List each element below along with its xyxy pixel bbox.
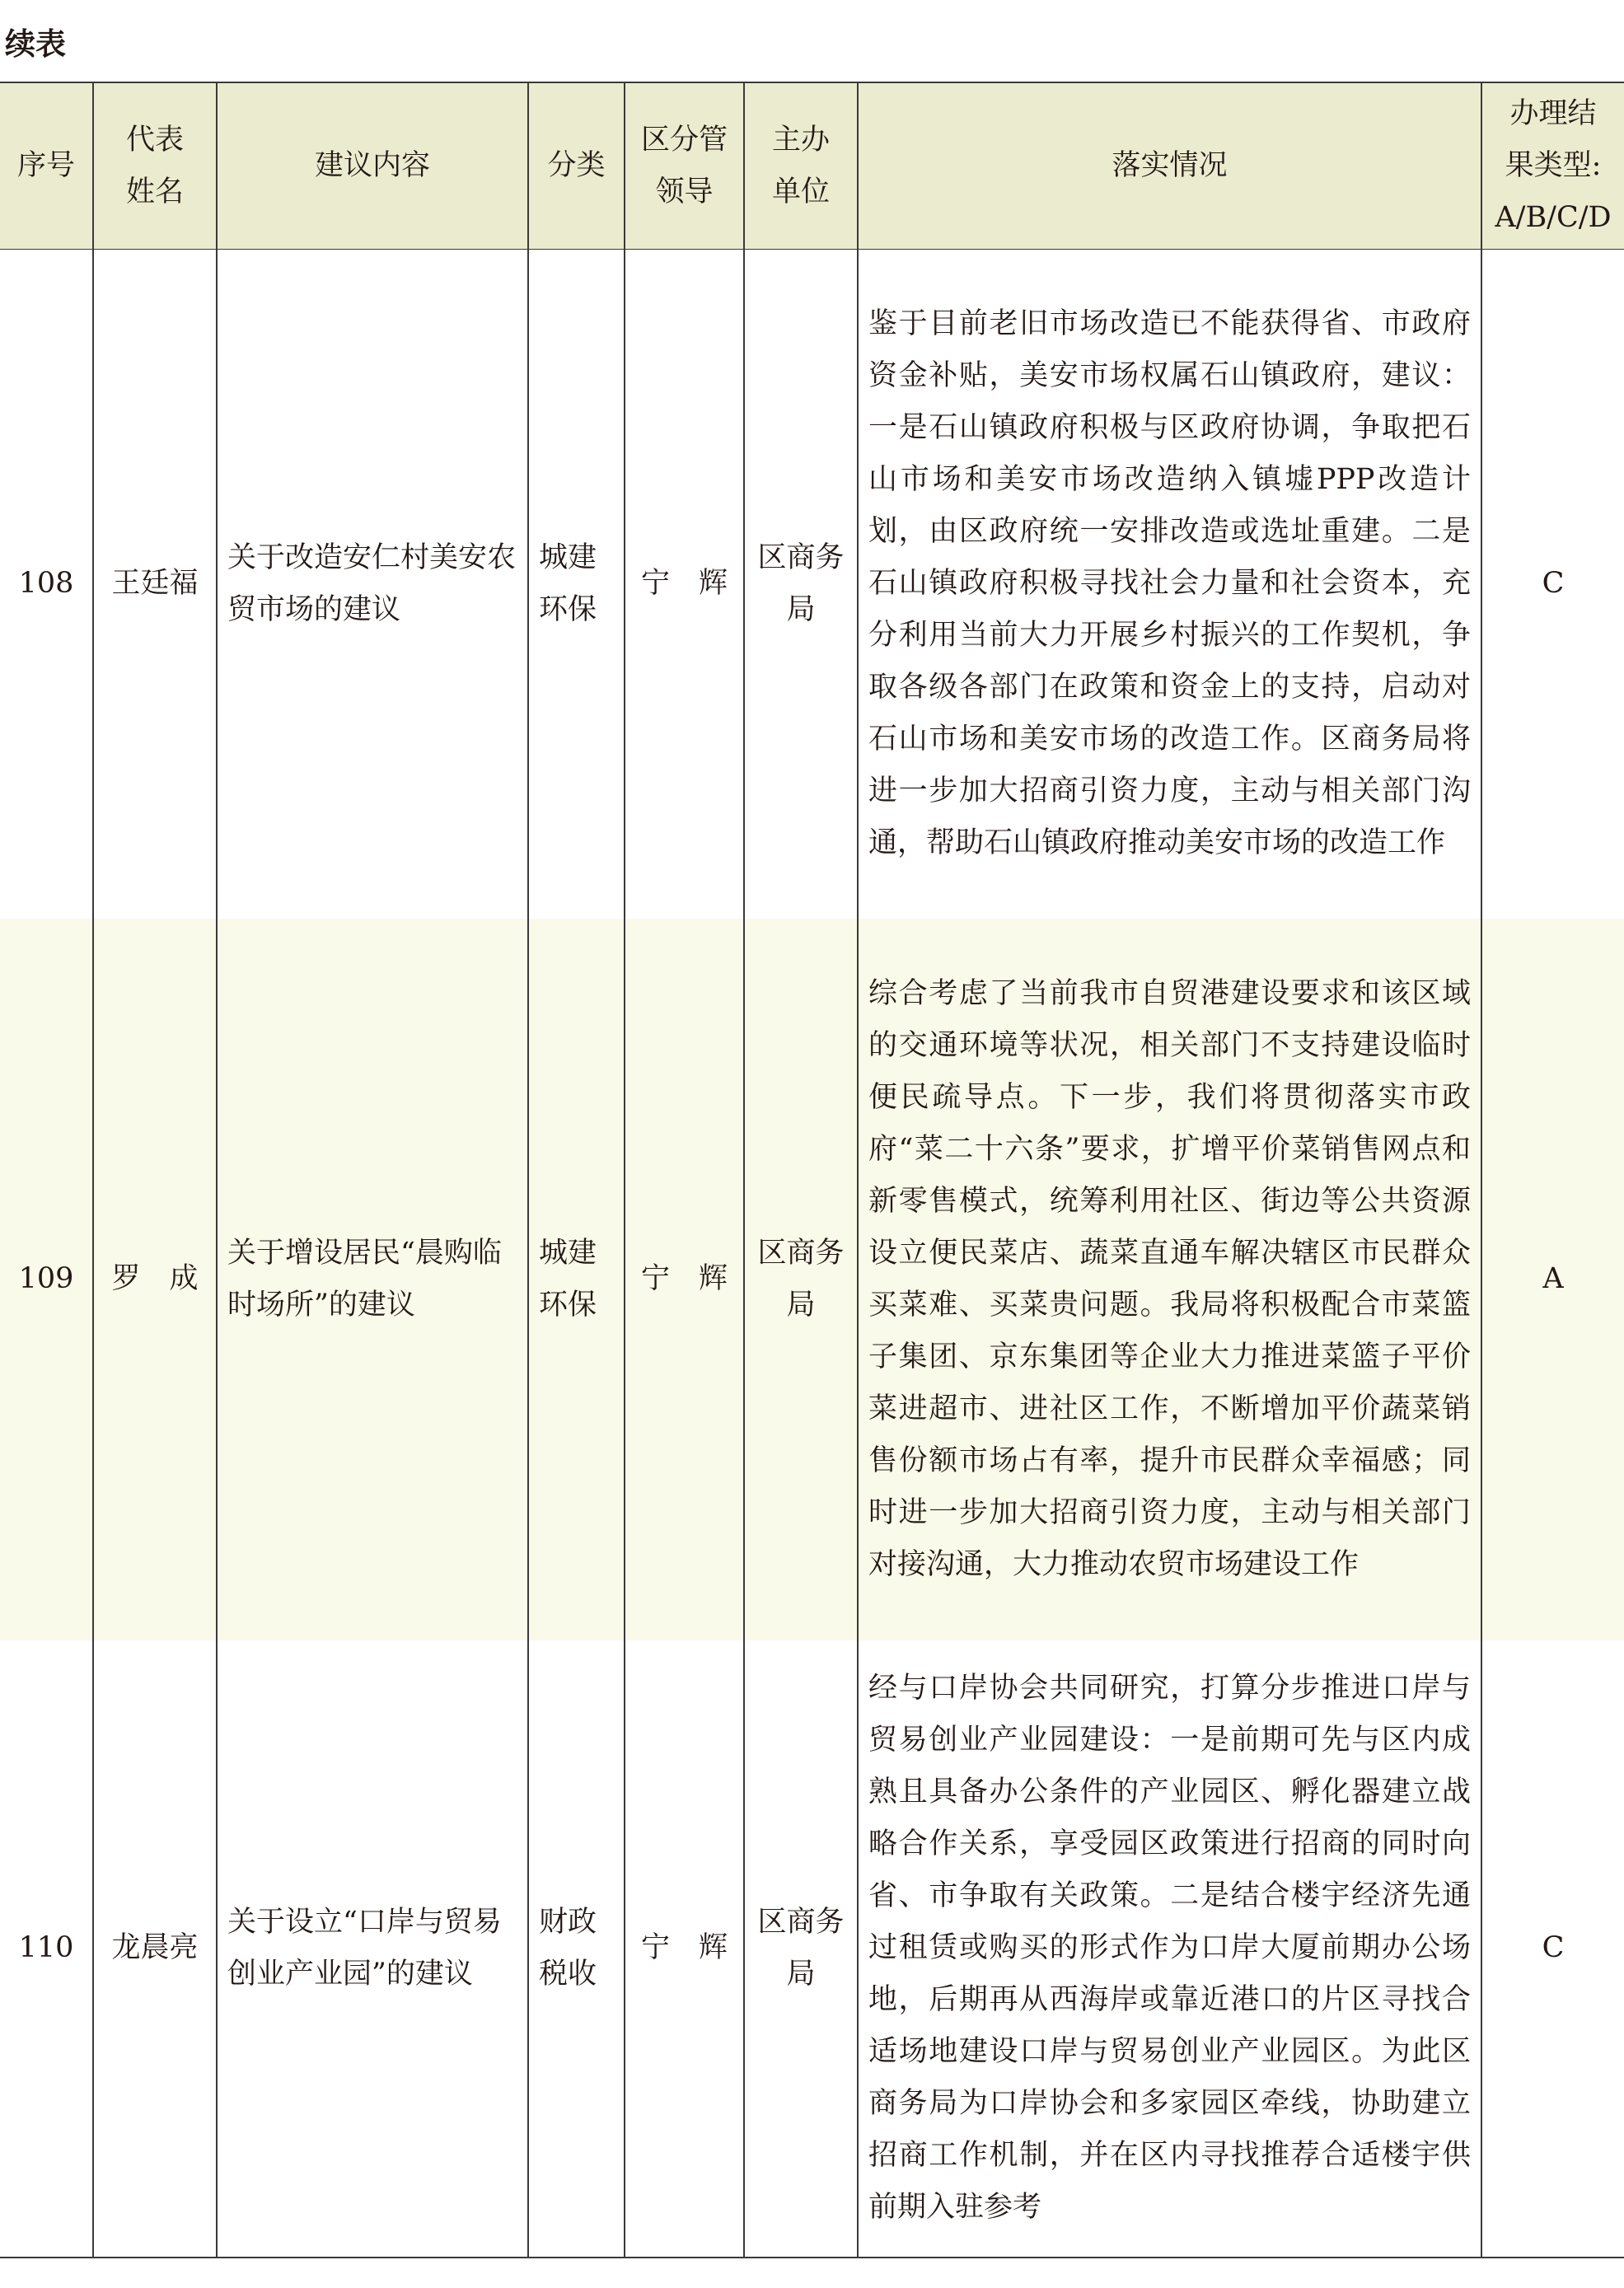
header-category	[528, 82, 625, 250]
table-caption: 续表	[5, 26, 66, 62]
header-seq	[0, 82, 93, 250]
header-status	[858, 82, 1481, 250]
table-header	[0, 82, 1624, 250]
table-row	[0, 919, 1624, 1640]
table-body	[0, 250, 1624, 2258]
header-leader-line-1: 区分管	[640, 123, 728, 157]
header-leader-line-2: 领导	[655, 175, 714, 208]
header-unit-line-1: 主办	[771, 123, 830, 157]
header-result-line-1: 办理结	[1509, 97, 1597, 130]
cell-unit: 区商务局	[744, 919, 858, 1640]
cell-category: 城建环保	[528, 250, 625, 919]
cell-result: A	[1481, 919, 1624, 1640]
cell-status: 综合考虑了当前我市自贸港建设要求和该区域的交通环境等状况，相关部门不支持建设临时便民疏导点。下一步，我们将贯彻落实市政府“菜二十六条”要求，扩增平价菜销售网点和新零售模式，统筹利用社区、街边等公共资源设立便民菜店、蔬菜直通车解决辖区市民群众买菜难、买菜贵问题。我局将积极配合市菜篮子集团、京东集团等企业大力推进菜篮子平价菜进超市、进社区工作，不断增加平价蔬菜销售份额市场占有率，提升市民群众幸福感；同时进一步加大招商引资力度，主动与相关部门对接沟通，大力推动农贸市场建设工作	[858, 919, 1481, 1640]
header-seq-line: 序号	[16, 149, 75, 182]
table-row	[0, 250, 1624, 919]
cell-category: 财政税收	[528, 1640, 625, 2258]
cell-proposal: 关于增设居民“晨购临时场所”的建议	[217, 919, 528, 1640]
cell-status: 经与口岸协会共同研究，打算分步推进口岸与贸易创业产业园建设：一是前期可先与区内成熟且具备办公条件的产业园区、孵化器建立战略合作关系，享受园区政策进行招商的同时向省、市争取有关政策。二是结合楼宇经济先通过租赁或购买的形式作为口岸大厦前期办公场地，后期再从西海岸或靠近港口的片区寻找合适场地建设口岸与贸易创业产业园区。为此区商务局为口岸协会和多家园区牵线，协助建立招商工作机制，并在区内寻找推荐合适楼宇供前期入驻参考	[858, 1640, 1481, 2258]
header-proposal-line: 建议内容	[314, 149, 430, 182]
header-name-line-1: 代表	[125, 123, 184, 157]
table-row	[0, 1640, 1624, 2258]
cell-unit: 区商务局	[744, 250, 858, 919]
header-name-line-2: 姓名	[125, 175, 184, 208]
header-leader	[625, 82, 744, 250]
header-proposal	[217, 82, 528, 250]
cell-seq: 108	[0, 250, 93, 919]
header-unit	[744, 82, 858, 250]
cell-proposal: 关于改造安仁村美安农贸市场的建议	[217, 250, 528, 919]
cell-seq: 109	[0, 919, 93, 1640]
cell-leader: 宁 辉	[625, 919, 744, 1640]
header-category-line: 分类	[547, 149, 606, 182]
cell-leader: 宁 辉	[625, 1640, 744, 2258]
cell-unit: 区商务局	[744, 1640, 858, 2258]
header-result-line-3: A/B/C/D	[1495, 201, 1612, 234]
header-unit-line-2: 单位	[771, 175, 830, 208]
header-name	[93, 82, 217, 250]
header-result-line-2: 果类型:	[1505, 149, 1602, 182]
cell-leader: 宁 辉	[625, 250, 744, 919]
header-result	[1481, 82, 1624, 250]
cell-result: C	[1481, 250, 1624, 919]
cell-category: 城建环保	[528, 919, 625, 1640]
cell-name: 王廷福	[93, 250, 217, 919]
cell-seq: 110	[0, 1640, 93, 2258]
header-status-line: 落实情况	[1112, 149, 1228, 182]
cell-result: C	[1481, 1640, 1624, 2258]
proposal-table	[0, 82, 1624, 2258]
cell-name: 龙晨亮	[93, 1640, 217, 2258]
cell-status: 鉴于目前老旧市场改造已不能获得省、市政府资金补贴，美安市场权属石山镇政府，建议：一是石山镇政府积极与区政府协调，争取把石山市场和美安市场改造纳入镇墟PPP改造计划，由区政府统一安排改造或选址重建。二是石山镇政府积极寻找社会力量和社会资本，充分利用当前大力开展乡村振兴的工作契机，争取各级各部门在政策和资金上的支持，启动对石山市场和美安市场的改造工作。区商务局将进一步加大招商引资力度，主动与相关部门沟通，帮助石山镇政府推动美安市场的改造工作	[858, 250, 1481, 919]
cell-proposal: 关于设立“口岸与贸易创业产业园”的建议	[217, 1640, 528, 2258]
header-row	[0, 82, 1624, 250]
cell-name: 罗 成	[93, 919, 217, 1640]
